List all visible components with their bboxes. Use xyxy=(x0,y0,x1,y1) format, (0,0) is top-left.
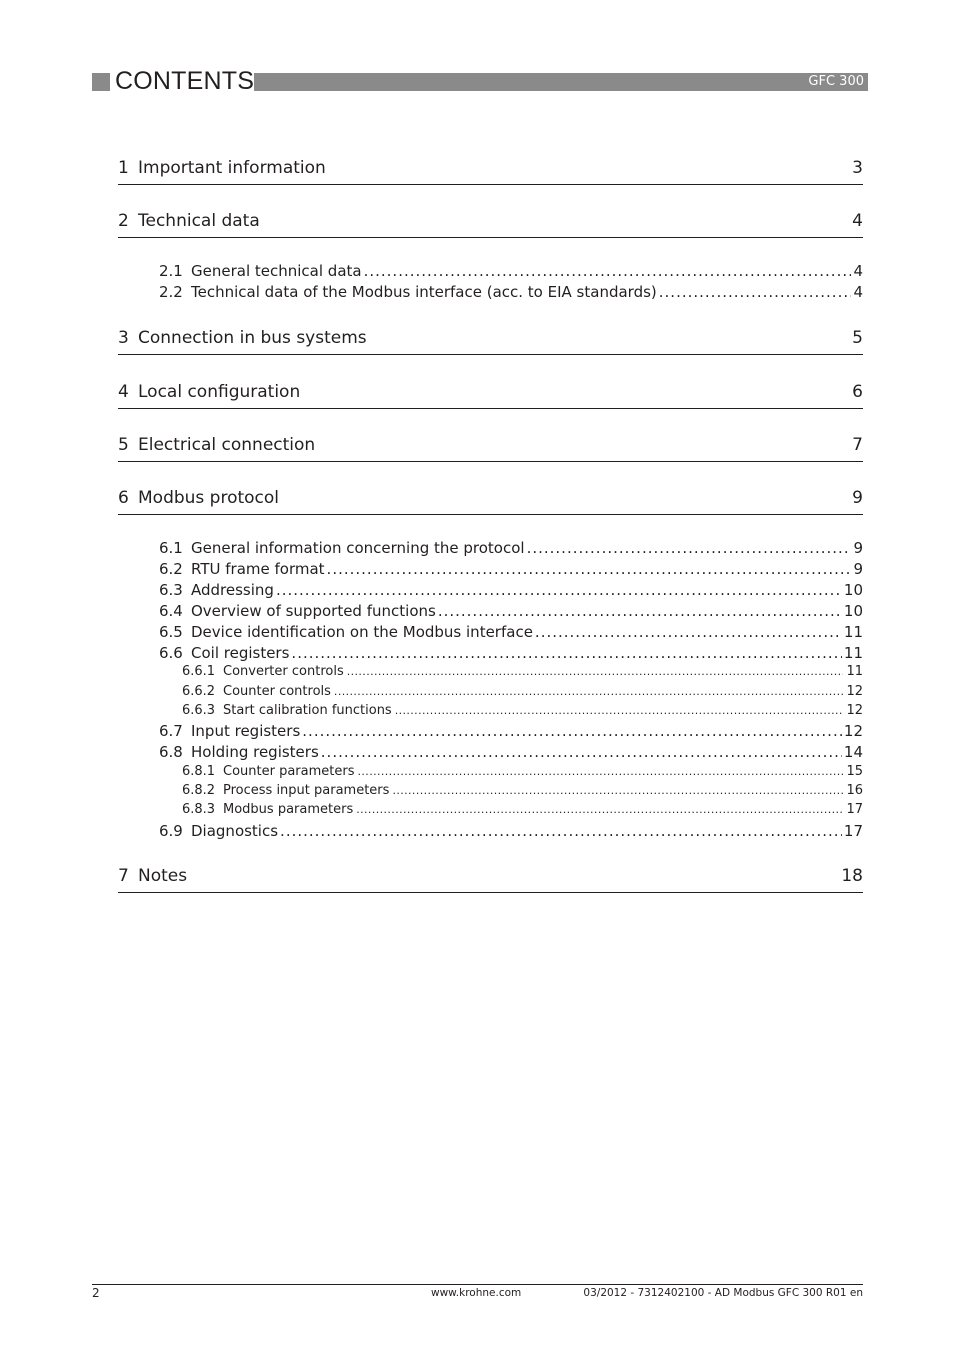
toc-section-6-6[interactable] xyxy=(159,643,863,663)
dot-leader xyxy=(327,559,852,579)
section-title: Overview of supported functions xyxy=(191,602,436,620)
section-number: 6.5 xyxy=(159,623,183,641)
section-page: 9 xyxy=(853,539,863,557)
subsection-page: 11 xyxy=(846,664,863,679)
section-title: RTU frame format xyxy=(191,560,325,578)
chapter-page: 7 xyxy=(852,435,863,455)
section-page: 11 xyxy=(843,644,863,662)
chapter-number: 7 xyxy=(118,866,129,886)
toc-subsection-6-8-3[interactable] xyxy=(182,801,863,819)
section-page: 10 xyxy=(843,602,863,620)
chapter-title: Electrical connection xyxy=(138,435,316,455)
subsection-number: 6.6.3 xyxy=(182,703,216,718)
chapter-page: 3 xyxy=(852,158,863,178)
dot-leader xyxy=(276,580,842,600)
dot-leader xyxy=(302,721,842,741)
subsection-title: Converter controls xyxy=(223,664,344,679)
page-title: CONTENTS xyxy=(115,67,255,95)
chapter-number: 6 xyxy=(118,488,129,508)
subsection-number: 6.6.2 xyxy=(182,684,216,699)
section-title: Holding registers xyxy=(191,743,319,761)
subsection-page: 16 xyxy=(846,783,863,798)
subsection-number: 6.8.1 xyxy=(182,764,216,779)
chapter-page: 18 xyxy=(841,866,863,886)
dot-leader xyxy=(347,663,844,681)
section-number: 6.2 xyxy=(159,560,183,578)
dot-leader xyxy=(659,282,852,302)
toc-section-6-3[interactable] xyxy=(159,580,863,600)
toc-subsection-6-6-1[interactable] xyxy=(182,663,863,681)
dot-leader xyxy=(291,643,841,663)
section-title: Diagnostics xyxy=(191,822,279,840)
section-number: 6.8 xyxy=(159,743,183,761)
section-number: 6.9 xyxy=(159,822,183,840)
toc-subsection-6-8-1[interactable] xyxy=(182,763,863,781)
product-name: GFC 300 xyxy=(808,74,864,89)
section-title: General technical data xyxy=(191,262,362,280)
header-bar xyxy=(254,73,868,91)
section-title: Device identification on the Modbus interface xyxy=(191,623,533,641)
chapter-title: Important information xyxy=(138,158,326,178)
section-page: 14 xyxy=(843,743,863,761)
section-title: Coil registers xyxy=(191,644,290,662)
section-page: 9 xyxy=(853,560,863,578)
toc-chapter-4[interactable] xyxy=(118,378,863,409)
section-page: 12 xyxy=(843,722,863,740)
chapter-title: Modbus protocol xyxy=(138,488,280,508)
toc-section-6-5[interactable] xyxy=(159,622,863,642)
toc-chapter-5[interactable] xyxy=(118,431,863,462)
dot-leader xyxy=(358,763,844,781)
toc-subsection-6-8-2[interactable] xyxy=(182,782,863,800)
section-number: 6.3 xyxy=(159,581,183,599)
chapter-number: 5 xyxy=(118,435,129,455)
footer-rule xyxy=(92,1284,863,1285)
section-title: Input registers xyxy=(191,722,301,740)
section-number: 2.2 xyxy=(159,283,183,301)
section-title: Technical data of the Modbus interface (acc. to EIA standards) xyxy=(191,283,657,301)
section-page: 11 xyxy=(843,623,863,641)
footer-doc-reference: 03/2012 - 7312402100 - AD Modbus GFC 300 R01 en xyxy=(583,1287,863,1299)
toc-chapter-2[interactable] xyxy=(118,207,863,238)
dot-leader xyxy=(395,702,844,720)
chapter-page: 6 xyxy=(852,382,863,402)
chapter-title: Technical data xyxy=(138,211,260,231)
subsection-title: Counter controls xyxy=(223,684,331,699)
toc-section-6-9[interactable] xyxy=(159,821,863,841)
section-page: 4 xyxy=(853,262,863,280)
toc-section-6-8[interactable] xyxy=(159,742,863,762)
subsection-page: 12 xyxy=(846,684,863,699)
chapter-number: 2 xyxy=(118,211,129,231)
chapter-number: 4 xyxy=(118,382,129,402)
subsection-number: 6.8.2 xyxy=(182,783,216,798)
section-number: 6.6 xyxy=(159,644,183,662)
subsection-page: 12 xyxy=(846,703,863,718)
subsection-number: 6.6.1 xyxy=(182,664,216,679)
toc-subsection-6-6-2[interactable] xyxy=(182,683,863,701)
dot-leader xyxy=(334,683,844,701)
dot-leader xyxy=(438,601,842,621)
section-page: 10 xyxy=(843,581,863,599)
chapter-title: Notes xyxy=(138,866,188,886)
toc-section-6-4[interactable] xyxy=(159,601,863,621)
section-page: 17 xyxy=(843,822,863,840)
dot-leader xyxy=(527,538,852,558)
dot-leader xyxy=(280,821,842,841)
section-number: 6.7 xyxy=(159,722,183,740)
dot-leader xyxy=(364,261,852,281)
toc-section-6-1[interactable] xyxy=(159,538,863,558)
chapter-page: 4 xyxy=(852,211,863,231)
section-title: Addressing xyxy=(191,581,274,599)
toc-chapter-6[interactable] xyxy=(118,484,863,515)
section-title: General information concerning the protocol xyxy=(191,539,525,557)
subsection-page: 17 xyxy=(846,802,863,817)
toc-section-2-1[interactable] xyxy=(159,261,863,281)
section-number: 6.1 xyxy=(159,539,183,557)
subsection-title: Counter parameters xyxy=(223,764,355,779)
dot-leader xyxy=(356,801,843,819)
dot-leader xyxy=(535,622,842,642)
subsection-page: 15 xyxy=(846,764,863,779)
subsection-title: Process input parameters xyxy=(223,783,390,798)
toc-chapter-7[interactable] xyxy=(118,862,863,893)
toc-section-2-2[interactable] xyxy=(159,282,863,302)
subsection-number: 6.8.3 xyxy=(182,802,216,817)
chapter-title: Local configuration xyxy=(138,382,301,402)
section-number: 2.1 xyxy=(159,262,183,280)
subsection-title: Start calibration functions xyxy=(223,703,392,718)
section-number: 6.4 xyxy=(159,602,183,620)
chapter-title: Connection in bus systems xyxy=(138,328,367,348)
toc-section-6-2[interactable] xyxy=(159,559,863,579)
chapter-page: 5 xyxy=(852,328,863,348)
footer-page-number: 2 xyxy=(92,1286,100,1300)
footer-url[interactable]: www.krohne.com xyxy=(431,1287,522,1299)
chapter-number: 1 xyxy=(118,158,129,178)
toc-section-6-7[interactable] xyxy=(159,721,863,741)
header-marker xyxy=(92,73,110,91)
toc-chapter-1[interactable] xyxy=(118,154,863,185)
dot-leader xyxy=(392,782,843,800)
section-page: 4 xyxy=(853,283,863,301)
toc-chapter-3[interactable] xyxy=(118,324,863,355)
subsection-title: Modbus parameters xyxy=(223,802,354,817)
dot-leader xyxy=(321,742,842,762)
chapter-page: 9 xyxy=(852,488,863,508)
chapter-number: 3 xyxy=(118,328,129,348)
toc-subsection-6-6-3[interactable] xyxy=(182,702,863,720)
